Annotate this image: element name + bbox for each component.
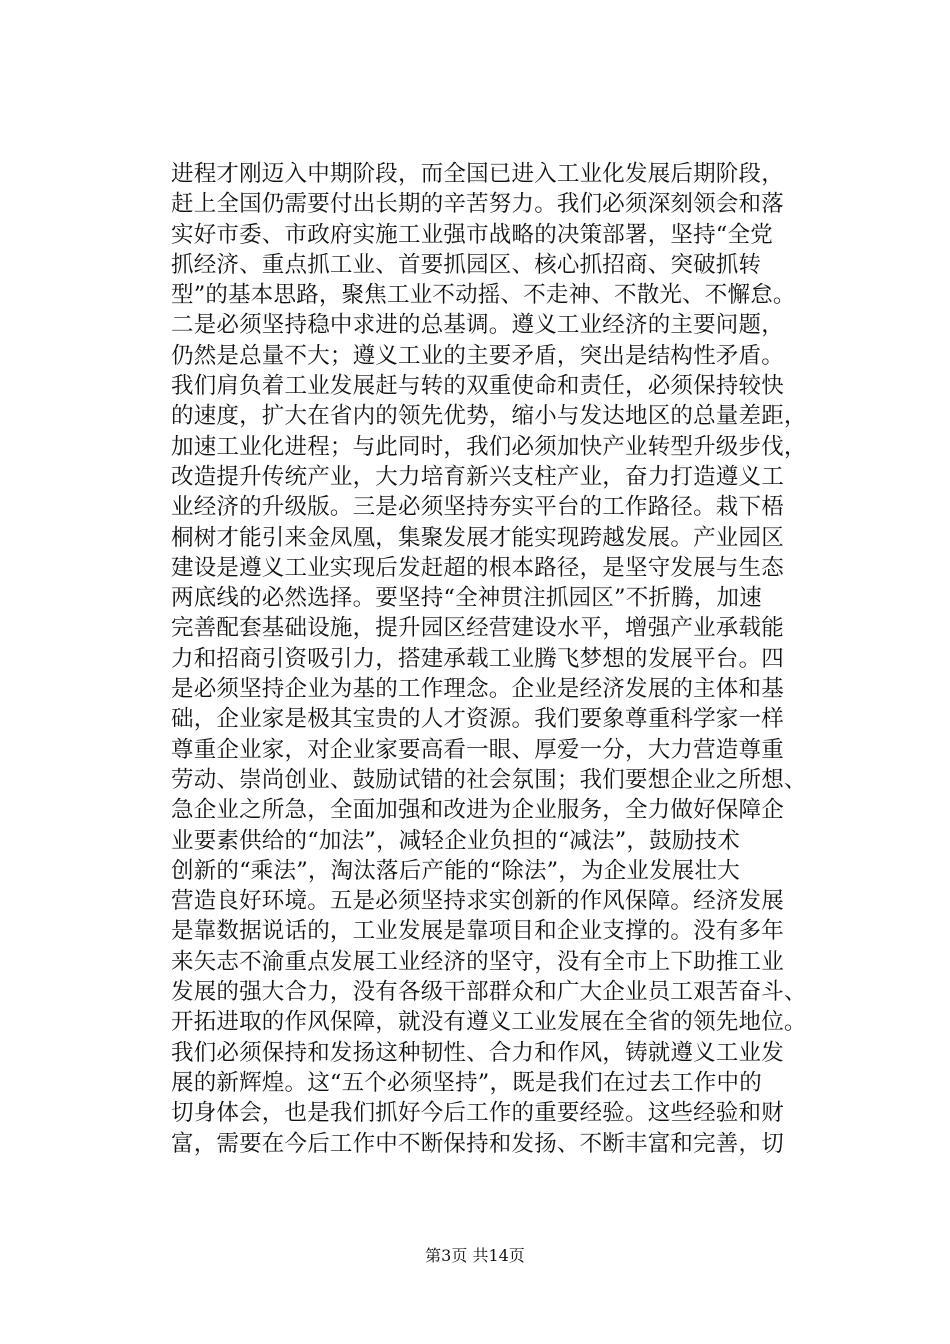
body-text-line: 进程才刚迈入中期阶段，而全国已进入工业化发展后期阶段， xyxy=(171,161,784,187)
body-text-line: 桐树才能引来金凤凰，集聚发展才能实现跨越发展。产业园区 xyxy=(171,524,784,551)
body-text-line: 发展的强大合力，没有各级干部群众和广大企业员工艰苦奋斗、 xyxy=(171,979,807,1006)
body-text-line: 开拓进取的作风保障，就没有遵义工业发展在全省的领先地位。 xyxy=(171,1009,807,1036)
body-text-line: 尊重企业家，对企业家要高看一眼、厚爱一分，大力营造尊重 xyxy=(171,736,784,763)
body-text-line: 实好市委、市政府实施工业强市战略的决策部署，坚持“全党 xyxy=(171,221,773,248)
body-text-line: 来矢志不渝重点发展工业经济的坚守，没有全市上下助推工业 xyxy=(171,948,784,975)
body-text-line: 我们必须保持和发扬这种韧性、合力和作风，铸就遵义工业发 xyxy=(171,1039,784,1066)
body-text-line: 仍然是总量不大；遵义工业的主要矛盾，突出是结构性矛盾。 xyxy=(171,342,784,369)
document-body xyxy=(171,159,861,1159)
body-text-line: 型”的基本思路，聚焦工业不动摇、不走神、不散光、不懈怠。 xyxy=(171,282,796,309)
body-text-line: 富，需要在今后工作中不断保持和发扬、不断丰富和完善，切 xyxy=(171,1130,784,1157)
body-text-line: 业要素供给的“加法”，减轻企业负担的“减法”，鼓励技术 xyxy=(171,827,740,854)
body-text-line: 营造良好环境。五是必须坚持求实创新的作风保障。经济发展 xyxy=(171,888,784,915)
body-text-line: 的速度，扩大在省内的领先优势，缩小与发达地区的总量差距， xyxy=(171,403,807,430)
body-text-line: 力和招商引资吸引力，搭建承载工业腾飞梦想的发展平台。四 xyxy=(171,645,784,672)
body-text-line: 展的新辉煌。这“五个必须坚持”，既是我们在过去工作中的 xyxy=(171,1069,762,1096)
body-text-line: 两底线的必然选择。要坚持“全神贯注抓园区”不折腾，加速 xyxy=(171,585,762,612)
body-text-line: 础，企业家是极其宝贵的人才资源。我们要象尊重科学家一样 xyxy=(171,706,784,733)
body-text-line: 加速工业化进程；与此同时，我们必须加快产业转型升级步伐， xyxy=(171,433,807,460)
page-number-footer: 第3页 共14页 xyxy=(425,1246,525,1265)
body-text-line: 急企业之所急，全面加强和改进为企业服务，全力做好保障企 xyxy=(171,797,784,824)
body-text-line: 是必须坚持企业为基的工作理念。企业是经济发展的主体和基 xyxy=(171,676,784,703)
body-text-line: 抓经济、重点抓工业、首要抓园区、核心抓招商、突破抓转 xyxy=(171,251,762,278)
body-text-line: 赶上全国仍需要付出长期的辛苦努力。我们必须深刻领会和落 xyxy=(171,191,784,218)
body-text-line: 切身体会，也是我们抓好今后工作的重要经验。这些经验和财 xyxy=(171,1100,784,1127)
body-text-line: 业经济的升级版。三是必须坚持夯实平台的工作路径。栽下梧 xyxy=(171,494,784,521)
body-text-line: 改造提升传统产业，大力培育新兴支柱产业，奋力打造遵义工 xyxy=(171,463,784,490)
body-text-line: 二是必须坚持稳中求进的总基调。遵义工业经济的主要问题， xyxy=(171,312,784,339)
body-text-line: 是靠数据说话的，工业发展是靠项目和企业支撑的。没有多年 xyxy=(171,918,784,945)
body-text-line: 建设是遵义工业实现后发赶超的根本路径，是坚守发展与生态 xyxy=(171,554,784,581)
body-text-line: 劳动、崇尚创业、鼓励试错的社会氛围；我们要想企业之所想、 xyxy=(171,766,807,793)
body-text-line: 创新的“乘法”，淘汰落后产能的“除法”，为企业发展壮大 xyxy=(171,857,740,884)
body-text-line: 我们肩负着工业发展赶与转的双重使命和责任，必须保持较快 xyxy=(171,373,784,400)
body-text-line: 完善配套基础设施，提升园区经营建设水平，增强产业承载能 xyxy=(171,615,784,642)
